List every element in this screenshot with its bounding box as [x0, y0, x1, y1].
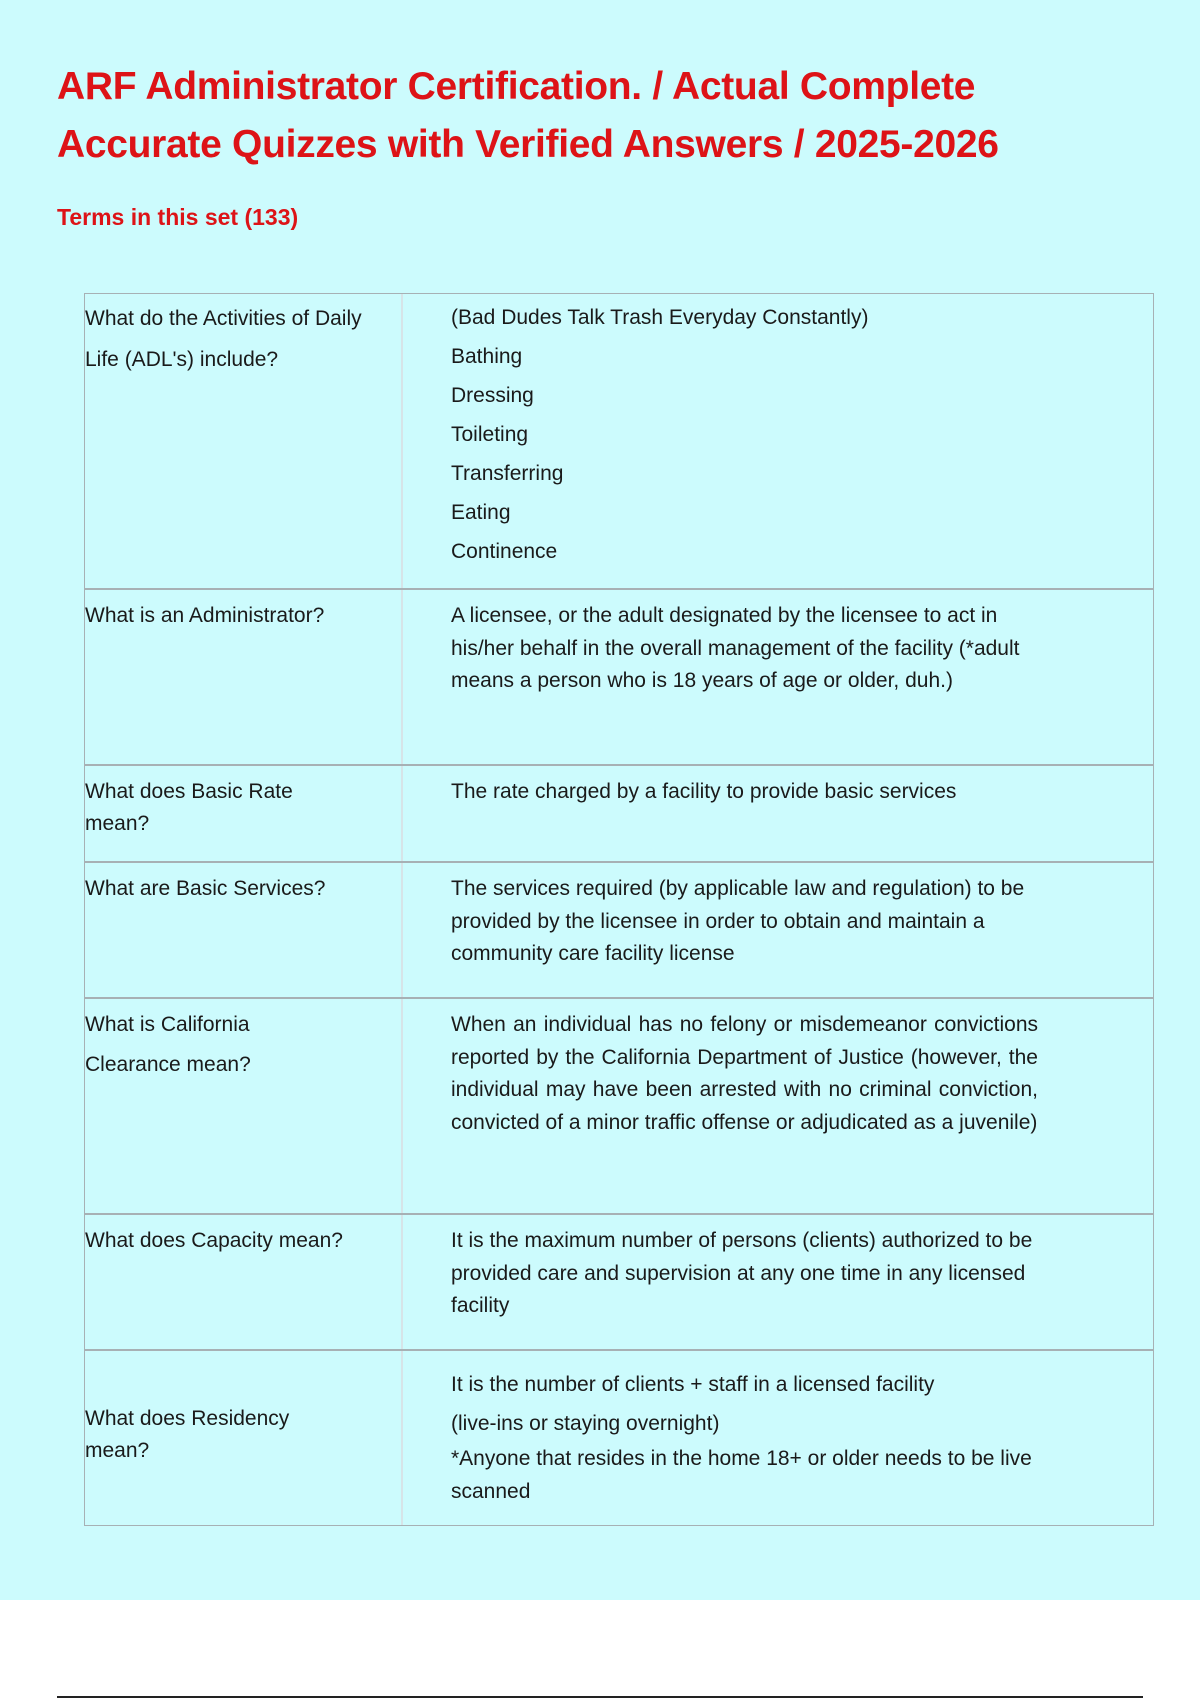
term-text: What does Basic Rate mean? [85, 780, 293, 835]
term-cell [85, 766, 403, 861]
terms-table [84, 293, 1154, 1526]
term-text: What does Residency mean? [85, 1407, 290, 1462]
term-text: What are Basic Services? [85, 877, 326, 900]
definition-line: Eating [451, 501, 511, 524]
term-cell [85, 294, 403, 588]
definition-cell [403, 766, 1153, 861]
term-cell [85, 590, 403, 764]
definition-cell [403, 1351, 1153, 1525]
table-row [85, 294, 1153, 590]
term-cell [85, 1351, 403, 1525]
definition-cell [403, 863, 1153, 997]
definition-cell [403, 590, 1153, 764]
definition-line: (live-ins or staying overnight) [451, 1412, 720, 1435]
term-text: What do the Activities of Daily Life (ADL's) include? [85, 307, 362, 371]
table-row [85, 766, 1153, 863]
definition-cell [403, 999, 1153, 1213]
definition-cell [403, 294, 1153, 588]
definition-cell [403, 1215, 1153, 1349]
definition-line: Continence [451, 540, 558, 563]
table-row [85, 863, 1153, 999]
definition-text: The services required (by applicable law and regulation) to be provided by the licensee in order to obtain and maintain a community care facility license [451, 877, 1025, 965]
definition-text: It is the maximum number of persons (clients) authorized to be provided care and supervision at any one time in any licensed facility [451, 1229, 1033, 1317]
term-text: What is an Administrator? [85, 604, 325, 627]
definition-text: A licensee, or the adult designated by the licensee to act in his/her behalf in the overall management of the facility (*adult means a person who is 18 years of age or older, duh.) [451, 604, 1020, 692]
document-title: ARF Administrator Certification. / Actual Complete Accurate Quizzes with Verified Answers / 2025-2026 [57, 65, 999, 166]
term-text: What is California Clearance mean? [85, 1013, 251, 1076]
term-cell [85, 863, 403, 997]
term-cell [85, 999, 403, 1213]
table-row [85, 1351, 1153, 1525]
table-row [85, 1215, 1153, 1351]
definition-line: Transferring [451, 462, 564, 485]
definition-line: Bathing [451, 345, 523, 368]
term-cell [85, 1215, 403, 1349]
definition-text: When an individual has no felony or misdemeanor convictions reported by the California Department of Justice (however, the individual may have been arrested with no criminal conviction, convicted of a minor traffic offense or adjudicated as a juvenile) [451, 1013, 1038, 1134]
definition-line: (Bad Dudes Talk Trash Everyday Constantly) [451, 306, 869, 329]
term-text: What does Capacity mean? [85, 1229, 343, 1252]
definition-line: It is the number of clients + staff in a licensed facility [451, 1373, 935, 1396]
terms-count: Terms in this set (133) [57, 204, 299, 230]
definition-line: Dressing [451, 384, 534, 407]
table-row [85, 590, 1153, 766]
footer-divider [57, 1696, 1143, 1698]
definition-line: Toileting [451, 423, 529, 446]
table-row [85, 999, 1153, 1215]
definition-text: The rate charged by a facility to provide basic services [451, 780, 957, 803]
definition-line: *Anyone that resides in the home 18+ or older needs to be live scanned [451, 1447, 1032, 1503]
